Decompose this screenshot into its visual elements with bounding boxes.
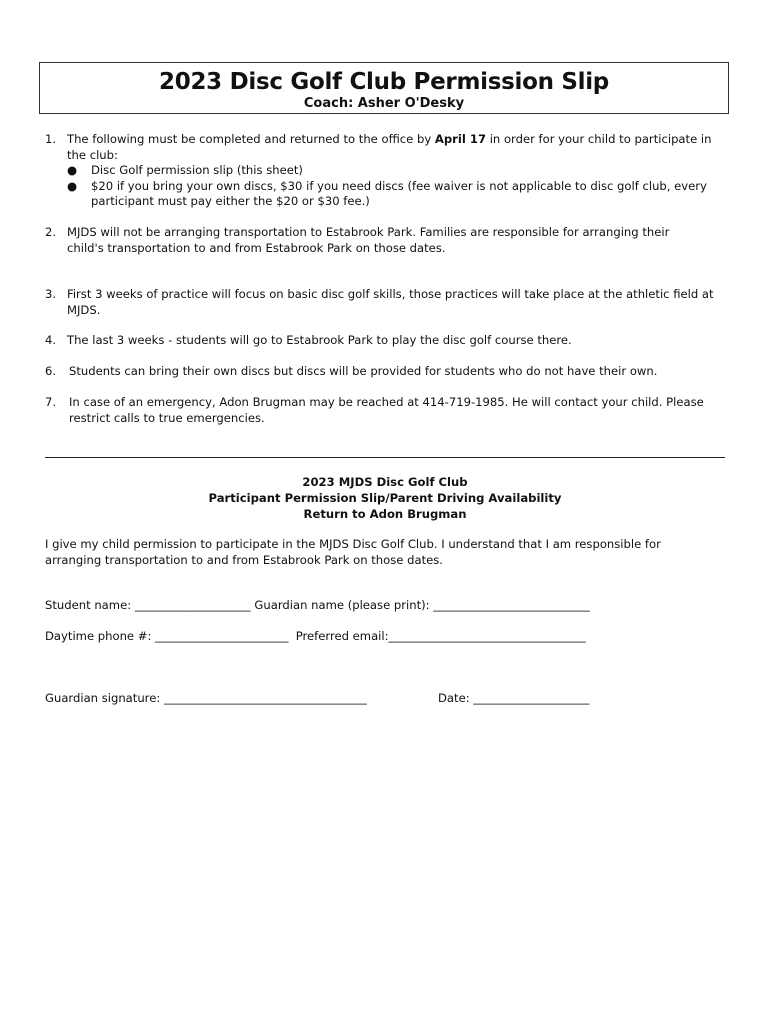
bullet-icon: ● xyxy=(67,178,78,193)
section-divider xyxy=(45,457,725,458)
consent-statement: I give my child permission to participate in the MJDS Disc Golf Club. I understand that I am responsible for arranging transportation to and from Estabrook Park on those dates. xyxy=(45,537,661,567)
page-title: 2023 Disc Golf Club Permission Slip xyxy=(159,69,609,95)
item-7-text: In case of an emergency, Adon Brugman may be reached at 414-719-1985. He will contact your child. Please restrict calls to true emergencies. xyxy=(69,395,704,425)
item-1-text xyxy=(67,132,727,163)
item-7-number: 7. xyxy=(45,395,57,409)
list-item xyxy=(67,179,727,210)
phone-email-field[interactable]: Daytime phone #: _______________________ Preferred email:__________________________________ xyxy=(45,629,586,643)
form-heading-club: 2023 MJDS Disc Golf Club xyxy=(302,475,468,489)
list-item xyxy=(67,163,727,179)
item-4-number: 4. xyxy=(45,333,57,347)
title-box xyxy=(39,62,729,114)
bullet-text: $20 if you bring your own discs, $30 if you need discs (fee waiver is not applicable to disc golf club, every participant must pay either the $20 or $30 fee.) xyxy=(91,178,707,208)
item-1-number: 1. xyxy=(45,132,57,146)
item-1-text-pre: The following must be completed and returned to the office by xyxy=(67,132,435,146)
item-2-number: 2. xyxy=(45,225,57,239)
item-6-text: Students can bring their own discs but discs will be provided for students who do not have their own. xyxy=(69,364,658,378)
item-3-number: 3. xyxy=(45,287,57,301)
item-6-number: 6. xyxy=(45,364,57,378)
coach-line: Coach: Asher O'Desky xyxy=(303,96,465,111)
student-guardian-name-field[interactable]: Student name: ____________________ Guardian name (please print): ___________________________ xyxy=(45,598,590,612)
bullet-text: Disc Golf permission slip (this sheet) xyxy=(91,163,303,177)
form-heading-return: Return to Adon Brugman xyxy=(303,507,467,521)
item-1-bullet-list xyxy=(67,163,727,210)
date-field[interactable]: Date: ____________________ xyxy=(438,691,590,705)
bullet-icon: ● xyxy=(67,163,78,177)
guardian-signature-field[interactable]: Guardian signature: ___________________________________ xyxy=(45,691,367,705)
item-1-text-post: in order for your child to participate in the club: xyxy=(67,132,712,162)
item-4-text: The last 3 weeks - students will go to Estabrook Park to play the disc golf course there. xyxy=(67,333,572,347)
item-3-text: First 3 weeks of practice will focus on basic disc golf skills, those practices will take place at the athletic field at MJDS. xyxy=(67,287,714,317)
form-heading-slip: Participant Permission Slip/Parent Driving Availability xyxy=(208,491,562,505)
item-1-deadline: April 17 xyxy=(434,132,487,146)
item-2-text: MJDS will not be arranging transportation to Estabrook Park. Families are responsible for arranging their child's transportation to and from Estabrook Park on those dates. xyxy=(67,225,670,255)
